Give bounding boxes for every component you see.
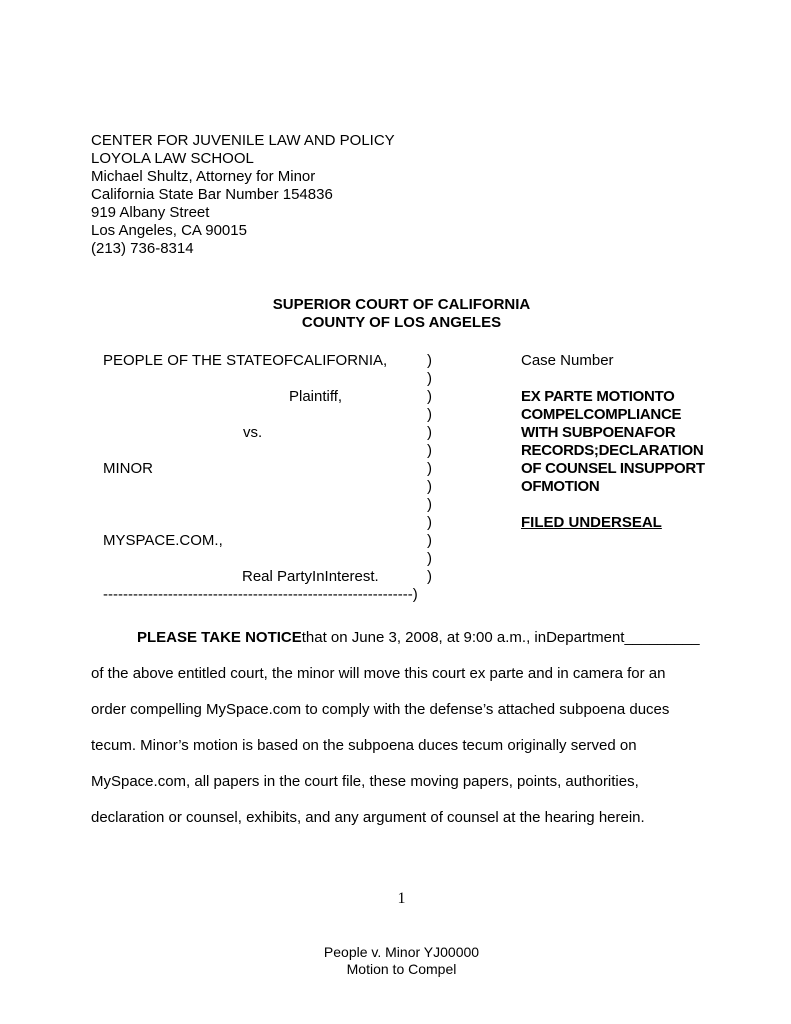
- attorney-line-school: LOYOLA LAW SCHOOL: [91, 150, 254, 167]
- filed-under-seal-label: FILED UNDERSEAL: [521, 514, 662, 531]
- caption-paren: ): [427, 478, 432, 495]
- real-party-role: Real PartyInInterest.: [242, 568, 379, 585]
- defendant-name: MINOR: [103, 460, 153, 477]
- court-heading: [0, 296, 791, 332]
- plaintiff-name: PEOPLE OF THE STATEOFCALIFORNIA,: [103, 352, 388, 369]
- caption-paren: ): [427, 514, 432, 531]
- attorney-line-name: Michael Shultz, Attorney for Minor: [91, 168, 316, 185]
- motion-title-line: RECORDS;DECLARATION: [521, 442, 704, 459]
- caption-paren: ): [427, 550, 432, 567]
- caption-paren: ): [427, 532, 432, 549]
- attorney-line-city: Los Angeles, CA 90015: [91, 222, 247, 239]
- caption-paren: ): [427, 568, 432, 585]
- attorney-line-bar-number: California State Bar Number 154836: [91, 186, 333, 203]
- caption-paren: ): [427, 460, 432, 477]
- motion-title-line: OFMOTION: [521, 478, 600, 495]
- page-number: 1: [397, 890, 406, 907]
- notice-line: order compelling MySpace.com to comply with the defense’s attached subpoena duces: [91, 701, 670, 718]
- plaintiff-role: Plaintiff,: [289, 388, 343, 405]
- page-footer: [0, 944, 791, 978]
- notice-line-1: that on June 3, 2008, at 9:00 a.m., inDepartment_________: [301, 629, 700, 646]
- real-party-name: MYSPACE.COM.,: [103, 532, 223, 549]
- motion-title-line: EX PARTE MOTIONTO: [521, 388, 675, 405]
- court-name: SUPERIOR COURT OF CALIFORNIA: [272, 296, 531, 313]
- motion-title-line: WITH SUBPOENAFOR: [521, 424, 676, 441]
- caption-paren: ): [427, 370, 432, 387]
- versus-label: vs.: [243, 424, 263, 441]
- notice-line: tecum. Minor’s motion is based on the subpoena duces tecum originally served on: [91, 737, 637, 754]
- caption-divider: --------------------------------------------------------------): [103, 586, 418, 603]
- attorney-line-organization: CENTER FOR JUVENILE LAW AND POLICY: [91, 132, 395, 149]
- caption-paren: ): [427, 424, 432, 441]
- caption-paren: ): [427, 352, 432, 369]
- attorney-line-phone: (213) 736-8314: [91, 240, 194, 257]
- notice-lead: PLEASE TAKE NOTICE: [137, 629, 302, 646]
- motion-title: [521, 388, 721, 496]
- footer-case-name: People v. Minor YJ00000: [323, 944, 480, 960]
- attorney-info-block: [91, 132, 395, 258]
- caption-paren: ): [427, 388, 432, 405]
- case-caption-title: [521, 352, 721, 532]
- motion-title-line: OF COUNSEL INSUPPORT: [521, 460, 705, 477]
- caption-paren: ): [427, 496, 432, 513]
- attorney-line-street: 919 Albany Street: [91, 204, 210, 221]
- notice-paragraph: [91, 620, 711, 836]
- caption-paren: ): [427, 442, 432, 459]
- caption-paren: ): [427, 406, 432, 423]
- case-number-label: Case Number: [521, 352, 614, 369]
- case-caption-parties: [103, 352, 433, 586]
- caption-paren-column: [427, 352, 432, 586]
- footer-document-title: Motion to Compel: [346, 961, 457, 977]
- motion-title-line: COMPELCOMPLIANCE: [521, 406, 682, 423]
- notice-line: MySpace.com, all papers in the court file, these moving papers, points, authorities,: [91, 773, 639, 790]
- court-county: COUNTY OF LOS ANGELES: [301, 314, 502, 331]
- notice-line: of the above entitled court, the minor will move this court ex parte and in camera for an: [91, 665, 666, 682]
- notice-line: declaration or counsel, exhibits, and any argument of counsel at the hearing herein.: [91, 809, 645, 826]
